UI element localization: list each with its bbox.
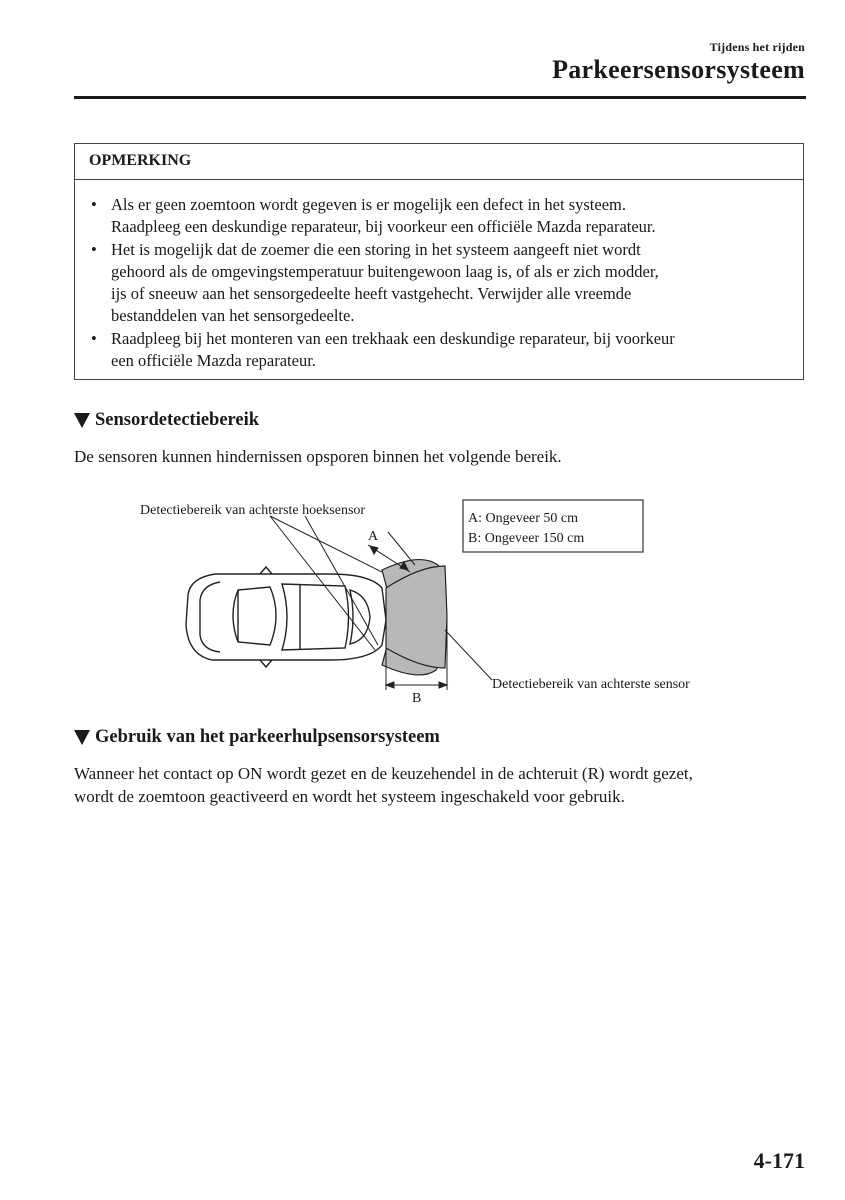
triangle-down-icon xyxy=(74,730,90,745)
note-line: Als er geen zoemtoon wordt gegeven is er mogelijk een defect in het systeem. xyxy=(111,195,626,214)
page-number: 4-171 xyxy=(753,1148,805,1173)
section-heading-text: Sensordetectiebereik xyxy=(95,410,260,430)
bullet-icon: • xyxy=(91,239,97,259)
corner-sensor-label: Detectiebereik van achterste hoeksensor xyxy=(140,503,366,518)
note-item xyxy=(91,239,793,328)
detection-zones xyxy=(382,560,447,675)
section-heading-usage xyxy=(74,727,440,748)
note-line: Raadpleeg een deskundige reparateur, bij voorkeur een officiële Mazda reparateur. xyxy=(111,217,656,237)
section-text xyxy=(74,762,814,808)
text-line: wordt de zoemtoon geactiveerd en wordt het systeem ingeschakeld voor gebruik. xyxy=(74,787,625,806)
rear-sensor-label: Detectiebereik van achterste sensor xyxy=(492,677,690,692)
pointer-lines xyxy=(270,516,492,680)
section-heading-sensor-range xyxy=(74,410,259,431)
note-heading: OPMERKING xyxy=(75,144,803,180)
section-text: De sensoren kunnen hindernissen opsporen binnen het volgende bereik. xyxy=(74,447,562,466)
note-box xyxy=(74,143,804,380)
note-line: ijs of sneeuw aan het sensorgedeelte heeft vastgehecht. Verwijder alle vreemde xyxy=(111,284,632,304)
sensor-range-diagram xyxy=(120,490,780,710)
note-item xyxy=(91,328,793,373)
note-line: bestanddelen van het sensorgedeelte. xyxy=(111,306,355,326)
section-heading-text: Gebruik van het parkeerhulpsensorsysteem xyxy=(95,727,440,747)
note-item xyxy=(91,194,793,239)
triangle-down-icon xyxy=(74,413,90,428)
section-label: Tijdens het rijden xyxy=(709,40,805,54)
bullet-icon: • xyxy=(91,328,97,348)
label-b: B xyxy=(412,691,422,706)
note-list xyxy=(75,180,803,372)
note-line: Raadpleeg bij het monteren van een trekhaak een deskundige reparateur, bij voorkeur xyxy=(111,328,675,348)
note-line: gehoord als de omgevingstemperatuur buitengewoon laag is, of als er zich modder, xyxy=(111,261,659,281)
text-line: Wanneer het contact op ON wordt gezet en de keuzehendel in de achteruit (R) wordt gezet, xyxy=(74,764,693,783)
car-icon xyxy=(186,567,386,667)
legend-line-b: B: Ongeveer 150 cm xyxy=(468,531,585,546)
note-line: een officiële Mazda reparateur. xyxy=(111,351,316,371)
title-rule xyxy=(74,96,806,99)
legend-line-a: A: Ongeveer 50 cm xyxy=(468,511,579,526)
note-line: Het is mogelijk dat de zoemer die een storing in het systeem aangeeft niet wordt xyxy=(111,239,641,259)
bullet-icon: • xyxy=(91,195,97,214)
page-title: Parkeersensorsysteem xyxy=(552,55,805,84)
label-a: A xyxy=(368,529,379,544)
